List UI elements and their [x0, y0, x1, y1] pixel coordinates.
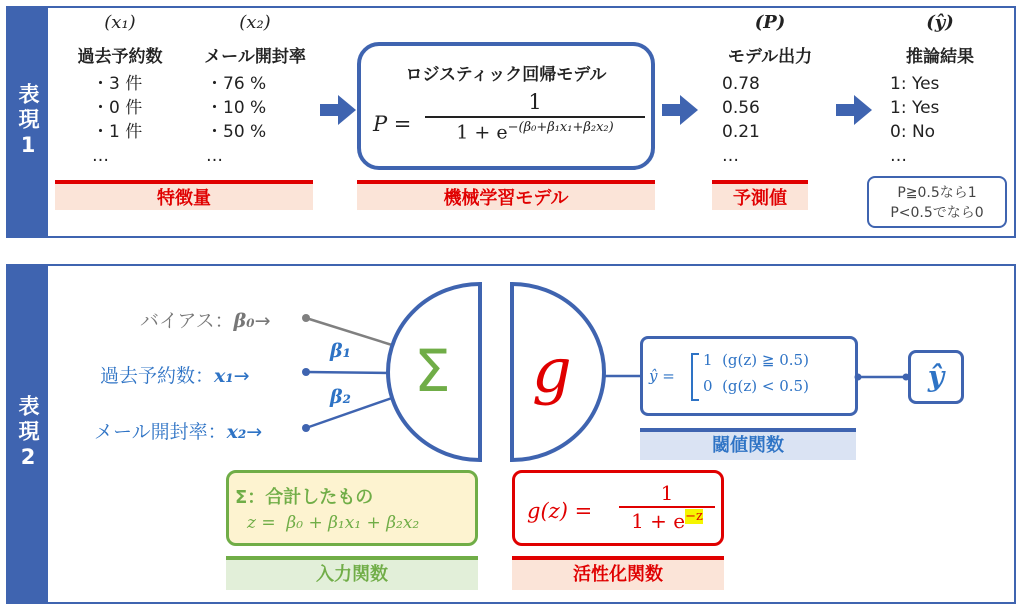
bias-label-text: バイアス： [140, 310, 234, 332]
activation-function-label: 活性化関数 [512, 556, 724, 590]
activation-numerator: 1 [660, 481, 674, 505]
yhat-symbol: (ŷ) [926, 12, 954, 33]
x2-symbol: (x₂) [239, 12, 271, 33]
rule-line: P<0.5でなら0 [890, 205, 984, 221]
threshold-lhs: ŷ = [649, 367, 675, 385]
model-title: ロジスティック回帰モデル [405, 65, 607, 85]
x1-arrow: → [233, 365, 250, 387]
output-value: 0.56 [722, 98, 760, 118]
prediction-label: 予測値 [712, 180, 808, 210]
activation-box [512, 470, 724, 546]
brace [691, 353, 699, 401]
activation-denominator-base: 1 + e [631, 509, 686, 533]
yhat-output-box: ŷ [908, 350, 964, 404]
sum-formula: z = β₀ + β₁x₁ + β₂x₂ [247, 513, 420, 533]
features-label: 特徴量 [55, 180, 313, 210]
x1-line [306, 372, 390, 373]
input-function-label: 入力関数 [226, 556, 478, 590]
threshold-label: 閾値関数 [640, 428, 856, 460]
result-value: … [890, 146, 907, 166]
beta0-var: β₀ [233, 310, 255, 332]
x1-symbol: (x₁) [104, 12, 136, 33]
threshold-box [640, 336, 858, 416]
x1-var: x₁ [214, 365, 234, 387]
weight-beta1: β₁ [330, 340, 351, 362]
x2-value: ・76 % [206, 74, 267, 94]
x1-label-text: 過去予約数： [100, 365, 215, 387]
x1-value: ・3 件 [92, 74, 143, 94]
x2-label-text: メール開封率： [94, 421, 227, 443]
activation-denominator [619, 509, 715, 533]
output-value: 0.78 [722, 74, 760, 94]
x1-value: ・1 件 [92, 122, 143, 142]
x2-value: ・50 % [206, 122, 267, 142]
x1-node [302, 368, 310, 376]
result-header: 推論結果 [906, 47, 974, 67]
panel-1-tag: 表現1 [8, 8, 48, 236]
result-value: 1: Yes [890, 74, 940, 94]
x2-input-label [94, 417, 262, 444]
sum-box [226, 470, 478, 546]
activation-exponent: −z [685, 509, 703, 525]
model-numerator: 1 [528, 90, 542, 114]
bias-input-label [140, 306, 271, 333]
activation-lhs: g(z) = [527, 499, 593, 523]
p-symbol: (P) [754, 12, 786, 33]
output-header: モデル出力 [727, 47, 813, 67]
model-label: 機械学習モデル [357, 180, 655, 210]
x2-value: … [206, 146, 223, 166]
panel-2-tag: 表現2 [8, 266, 48, 602]
x2-header: メール開封率 [204, 47, 306, 67]
output-value: … [722, 146, 739, 166]
g-function-icon: g [532, 334, 572, 407]
result-value: 0: No [890, 122, 936, 142]
sigma-icon: Σ [414, 337, 451, 405]
threshold-case-2: 0 (g(z) < 0.5) [703, 377, 809, 395]
bias-node [302, 314, 310, 322]
result-value: 1: Yes [890, 98, 940, 118]
x2-value: ・10 % [206, 98, 267, 118]
x1-value: … [92, 146, 109, 166]
x1-header: 過去予約数 [77, 47, 163, 67]
x1-input-label [100, 361, 250, 388]
x1-value: ・0 件 [92, 98, 143, 118]
x2-node [302, 424, 310, 432]
x2-arrow: → [246, 421, 263, 443]
activation-fraction [619, 481, 715, 533]
threshold-case-1: 1 (g(z) ≧ 0.5) [703, 351, 809, 369]
rule-line: P≧0.5なら1 [897, 185, 977, 201]
output-value: 0.21 [722, 122, 760, 142]
bias-arrow: → [254, 310, 271, 332]
sum-title: Σ：合計したもの [235, 487, 374, 508]
fraction-bar [619, 506, 715, 508]
model-denominator-base: 1 + e [456, 121, 508, 144]
weight-beta2: β₂ [330, 386, 351, 408]
x2-var: x₂ [226, 421, 247, 443]
model-exponent: −(β₀+β₁x₁+β₂x₂) [507, 120, 614, 135]
model-lhs: P = [373, 112, 412, 136]
